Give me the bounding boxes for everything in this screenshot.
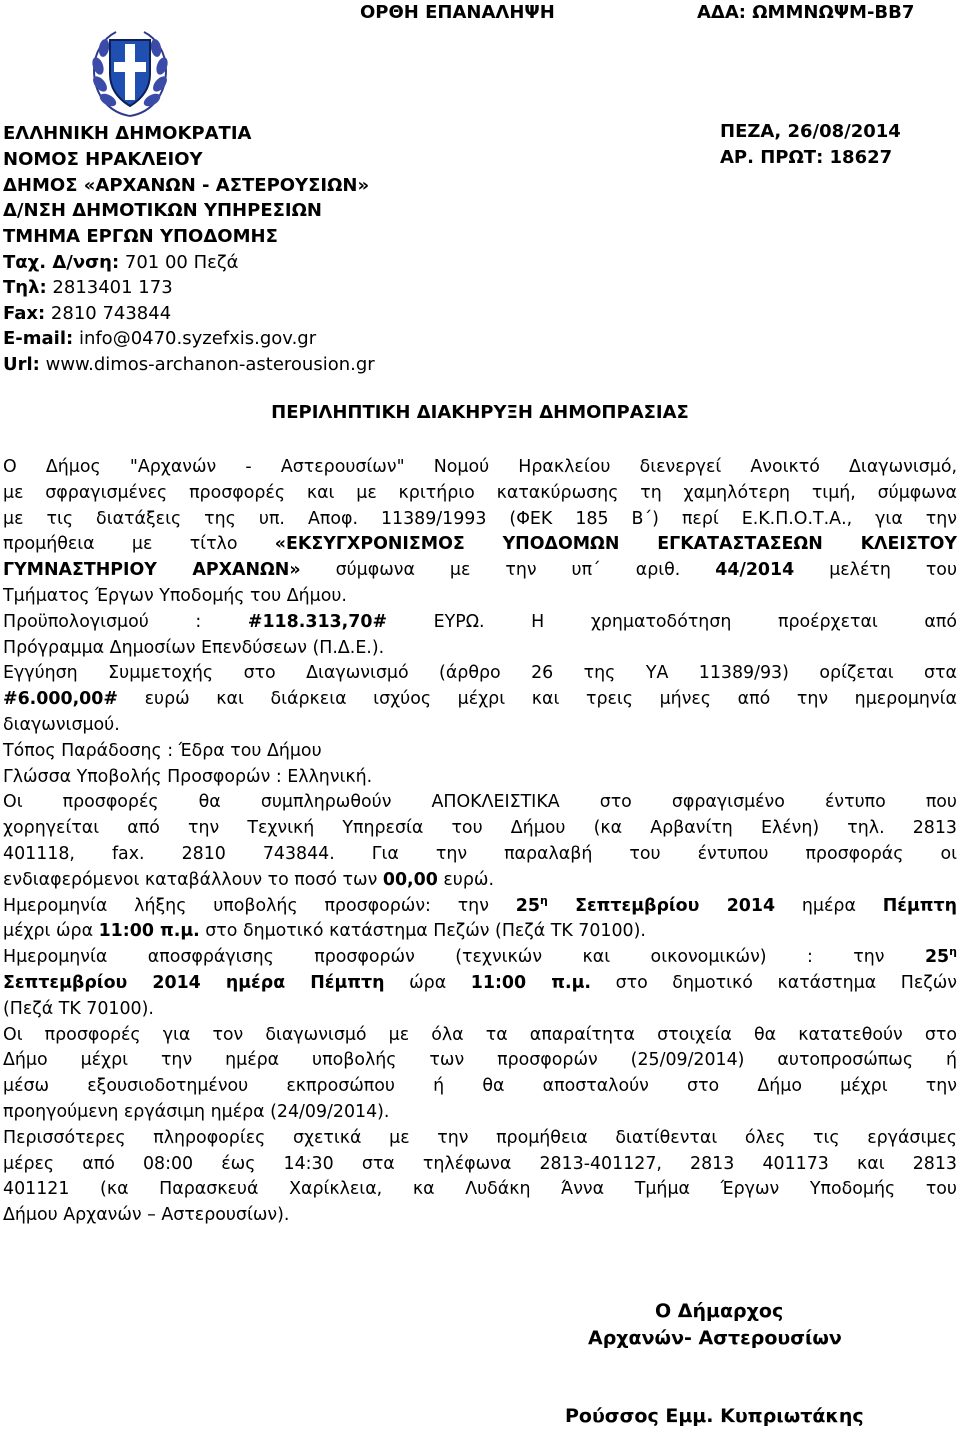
- body-line: με σφραγισμένες προσφορές και με κριτήριο κατακύρωσης τη χαμηλότερη τιμή, σύμφωνα: [3, 482, 957, 503]
- body-line: Τόπος Παράδοσης : Έδρα του Δήμου: [3, 740, 322, 761]
- issuer-line: ΤΜΗΜΑ ΕΡΓΩΝ ΥΠΟΔΟΜΗΣ: [3, 226, 278, 247]
- body-line: Τμήματος Έργων Υποδομής του Δήμου.: [3, 585, 347, 606]
- body-line: χορηγείται από την Τεχνική Υπηρεσία του Δήμου (κα Αρβανίτη Ελένη) τηλ. 2813: [3, 818, 957, 839]
- body-line: Οι προσφορές για τον διαγωνισμό με όλα τα απαραίτητα στοιχεία θα κατατεθούν στο: [3, 1024, 957, 1045]
- body-line: Εγγύηση Συμμετοχής στο Διαγωνισμό (άρθρο 26 της ΥΑ 11389/93) ορίζεται στα: [3, 663, 957, 684]
- url-line: Url: www.dimos-archanon-asterousion.gr: [3, 354, 375, 375]
- opening-line: Σεπτεμβρίου 2014 ημέρα Πέμπτη ώρα 11:00 π.μ. στο δημοτικό κατάστημα Πεζών: [3, 972, 957, 993]
- body-line: (Πεζά ΤΚ 70100).: [3, 998, 154, 1019]
- document-body: [3, 455, 957, 1229]
- signatory-organization: Αρχανών- Αστερουσίων: [588, 1327, 842, 1349]
- body-line: Δήμου Αρχανών – Αστερουσίων).: [3, 1205, 290, 1226]
- signatory-name: Ρούσσος Εμμ. Κυπριωτάκης: [565, 1405, 864, 1427]
- deadline-line: Ημερομηνία λήξης υποβολής προσφορών: την $25^\eta$ Σεπτεμβρίου 2014 ημέρα Πέμπτη: [3, 893, 957, 916]
- signatory-title: Ο Δήμαρχος: [655, 1300, 784, 1322]
- deadline-line: μέχρι ώρα 11:00 π.μ. στο δημοτικό κατάστημα Πεζών (Πεζά ΤΚ 70100).: [3, 921, 646, 942]
- body-line: Πρόγραμμα Δημοσίων Επενδύσεων (Π.Δ.Ε.).: [3, 637, 385, 658]
- phone-line: Τηλ: 2813401 173: [3, 277, 173, 298]
- body-line: Δήμο μέχρι την ημέρα υποβολής των προσφορών (25/09/2014) αυτοπροσώπως ή: [3, 1050, 957, 1071]
- body-line: μέρες από 08:00 έως 14:30 στα τηλέφωνα 2813-401127, 2813 401173 και 2813: [3, 1153, 957, 1174]
- coat-of-arms-icon: [86, 26, 174, 122]
- body-line: ΓΥΜΝΑΣΤΗΡΙΟΥ ΑΡΧΑΝΩΝ» σύμφωνα με την υπ΄ αριθ. 44/2014 μελέτη του: [3, 560, 958, 581]
- body-line: Γλώσσα Υποβολής Προσφορών : Ελληνική.: [3, 766, 373, 787]
- body-line: Περισσότερες πληροφορίες σχετικά με την προμήθεια διατίθενται όλες τις εργάσιμες: [3, 1127, 957, 1148]
- guarantee-line: #6.000,00# ευρώ και διάρκεια ισχύος μέχρι και τρεις μήνες από την ημερομηνία: [3, 689, 957, 710]
- protocol-number: ΑΡ. ΠΡΩΤ: 18627: [720, 147, 893, 168]
- body-line: 401121 (κα Παρασκευά Χαρίκλεια, κα Λυδάκη Άννα Τμήμα Έργων Υποδομής του: [3, 1179, 957, 1200]
- body-line: μέσω εξουσιοδοτημένου εκπροσώπου ή θα αποσταλούν στο Δήμο μέχρι την: [3, 1076, 957, 1097]
- body-line: 401118, fax. 2810 743844. Για την παραλαβή του έντυπου προσφοράς οι: [3, 843, 957, 864]
- issuer-line: ΔΗΜΟΣ «ΑΡΧΑΝΩΝ - ΑΣΤΕΡΟΥΣΙΩΝ»: [3, 175, 370, 196]
- ada-code: ΑΔΑ: ΩΜΜΝΩΨΜ-ΒΒ7: [697, 2, 915, 23]
- correction-notice: ΟΡΘΗ ΕΠΑΝΑΛΗΨΗ: [360, 2, 555, 23]
- place-date: ΠΕΖΑ, 26/08/2014: [720, 121, 901, 142]
- issuer-line: ΝΟΜΟΣ ΗΡΑΚΛΕΙΟΥ: [3, 149, 203, 170]
- issuer-line: ΕΛΛΗΝΙΚΗ ΔΗΜΟΚΡΑΤΙΑ: [3, 123, 252, 144]
- body-line: προμήθεια με τίτλο «ΕΚΣΥΓΧΡΟΝΙΣΜΟΣ ΥΠΟΔΟΜΩΝ ΕΓΚΑΤΑΣΤΑΣΕΩΝ ΚΛΕΙΣΤΟΥ: [3, 534, 957, 555]
- document-title: ΠΕΡΙΛΗΠΤΙΚΗ ΔΙΑΚΗΡΥΞΗ ΔΗΜΟΠΡΑΣΙΑΣ: [271, 402, 689, 423]
- body-line: προηγούμενη εργάσιμη ημέρα (24/09/2014).: [3, 1101, 390, 1122]
- budget-line: Προϋπολογισμού : #118.313,70# ΕΥΡΩ. Η χρηματοδότηση προέρχεται από: [3, 611, 957, 632]
- address-line: Ταχ. Δ/νση: 701 00 Πεζά: [3, 252, 239, 273]
- opening-line: Ημερομηνία αποσφράγισης προσφορών (τεχνικών και οικονομικών) : την $25^\eta$: [3, 945, 957, 968]
- issuer-line: Δ/ΝΣΗ ΔΗΜΟΤΙΚΩΝ ΥΠΗΡΕΣΙΩΝ: [3, 200, 322, 221]
- body-line: διαγωνισμού.: [3, 714, 120, 735]
- body-line: με τις διατάξεις της υπ. Αποφ. 11389/1993 (ΦΕΚ 185 Β΄) περί Ε.Κ.Π.Ο.Τ.Α., για την: [3, 508, 957, 529]
- body-line: ενδιαφερόμενοι καταβάλλουν το ποσό των 00,00 ευρώ.: [3, 869, 494, 890]
- fax-line: Fax: 2810 743844: [3, 303, 172, 324]
- body-line: Ο Δήμος "Αρχανών - Αστερουσίων" Νομού Ηρακλείου διενεργεί Ανοικτό Διαγωνισμό,: [3, 457, 957, 477]
- body-line: Οι προσφορές θα συμπληρωθούν ΑΠΟΚΛΕΙΣΤΙΚΑ στο σφραγισμένο έντυπο που: [3, 792, 957, 813]
- email-line: E-mail: info@0470.syzefxis.gov.gr: [3, 328, 317, 349]
